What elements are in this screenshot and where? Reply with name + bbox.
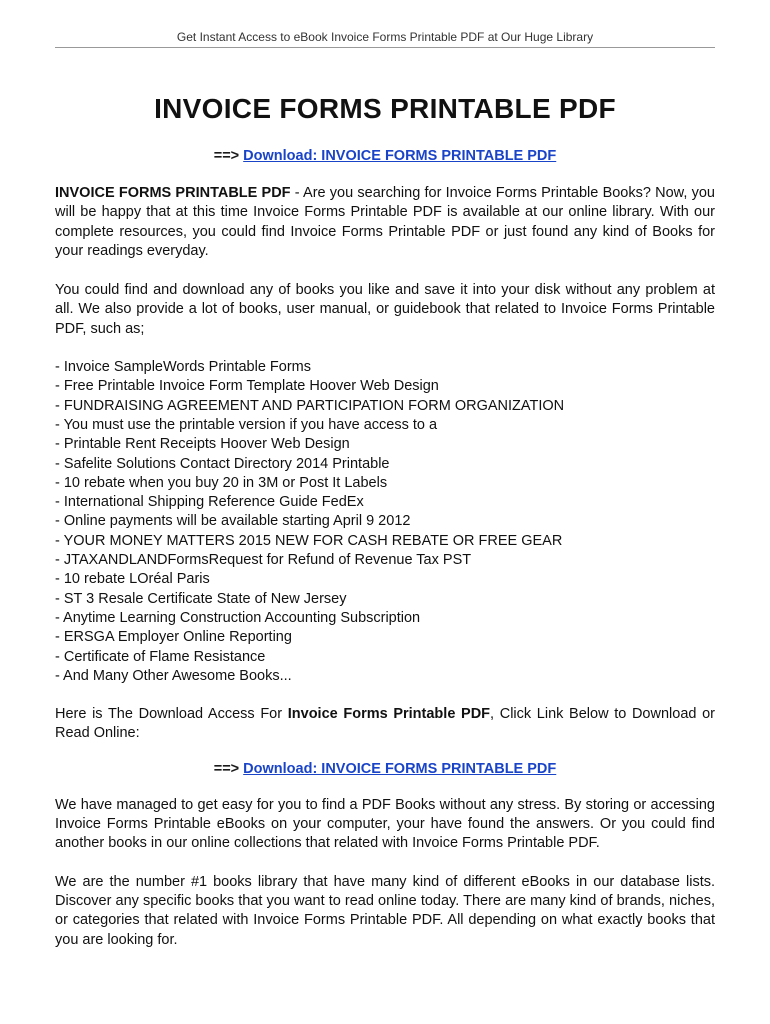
list-item: - Free Printable Invoice Form Template Hoover Web Design (55, 378, 439, 395)
header-divider (55, 47, 715, 48)
list-item: - International Shipping Reference Guide FedEx (55, 494, 364, 511)
download-line-top (55, 146, 715, 166)
list-item: - ST 3 Resale Certificate State of New Jersey (55, 590, 347, 607)
list-item: - Invoice SampleWords Printable Forms (55, 359, 311, 376)
list-item: - You must use the printable version if you have access to a (55, 416, 438, 433)
list-item: - Online payments will be available starting April 9 2012 (55, 513, 411, 530)
list-item: - Anytime Learning Construction Accounting Subscription (55, 609, 421, 626)
intro-text: - Are you searching for Invoice Forms Printable Books? Now, you will be happy that at this time Invoice Forms Printable PDF is available at our online library. With our complete resources, you could find Invoice Forms Printable PDF or just found any kind of Books for your readings everyday. (55, 185, 715, 259)
list-item: - JTAXANDLANDFormsRequest for Refund of Revenue Tax PST (55, 552, 472, 569)
access-paragraph (55, 705, 715, 744)
download-arrow: ==> (213, 760, 240, 777)
list-item: - And Many Other Awesome Books... (55, 667, 292, 684)
page-header: Get Instant Access to eBook Invoice Forms Printable PDF at Our Huge Library (176, 30, 594, 44)
paragraph-easy-find: We have managed to get easy for you to find a PDF Books without any stress. By storing or accessing Invoice Forms Printable eBooks on your computer, your have found the answers. Or you could find another books in our online collections that related with Invoice Forms Printable PDF. (55, 796, 715, 852)
intro-paragraph (55, 184, 715, 261)
intro-bold: INVOICE FORMS PRINTABLE PDF (55, 185, 291, 201)
paragraph-library: We are the number #1 books library that have many kind of different eBooks in our database lists. Discover any specific books that you want to read online today. There are many kind of brands, niches, or categories that related with Invoice Forms Printable PDF. All depending on what exactly books that you are looking for. (55, 873, 715, 948)
list-item: - Safelite Solutions Contact Directory 2014 Printable (55, 455, 390, 472)
list-item: - Certificate of Flame Resistance (55, 648, 266, 665)
document-body (55, 92, 715, 950)
download-link-top[interactable]: Download: INVOICE FORMS PRINTABLE PDF (243, 148, 557, 164)
access-after: , Click Link Below to Download or Read Online: (55, 706, 715, 742)
document-title: INVOICE FORMS PRINTABLE PDF (154, 93, 616, 124)
paragraph-related-books: You could find and download any of books you like and save it into your disk without any problem at all. We also provide a lot of books, user manual, or guidebook that related to Invoice Forms Printable PDF, such as; (55, 282, 715, 337)
list-item: - Printable Rent Receipts Hoover Web Design (55, 436, 350, 453)
book-list (55, 358, 715, 686)
download-arrow: ==> (213, 148, 240, 164)
download-link-bottom[interactable]: Download: INVOICE FORMS PRINTABLE PDF (243, 760, 557, 777)
list-item: - YOUR MONEY MATTERS 2015 NEW FOR CASH REBATE OR FREE GEAR (55, 532, 563, 549)
access-before: Here is The Download Access For (55, 706, 288, 723)
access-bold: Invoice Forms Printable PDF (287, 706, 491, 723)
list-item: - 10 rebate LOréal Paris (55, 571, 210, 588)
list-item: - ERSGA Employer Online Reporting (55, 629, 292, 646)
download-line-bottom (55, 759, 715, 779)
list-item: - FUNDRAISING AGREEMENT AND PARTICIPATION FORM ORGANIZATION (55, 397, 565, 414)
list-item: - 10 rebate when you buy 20 in 3M or Post It Labels (55, 474, 388, 491)
